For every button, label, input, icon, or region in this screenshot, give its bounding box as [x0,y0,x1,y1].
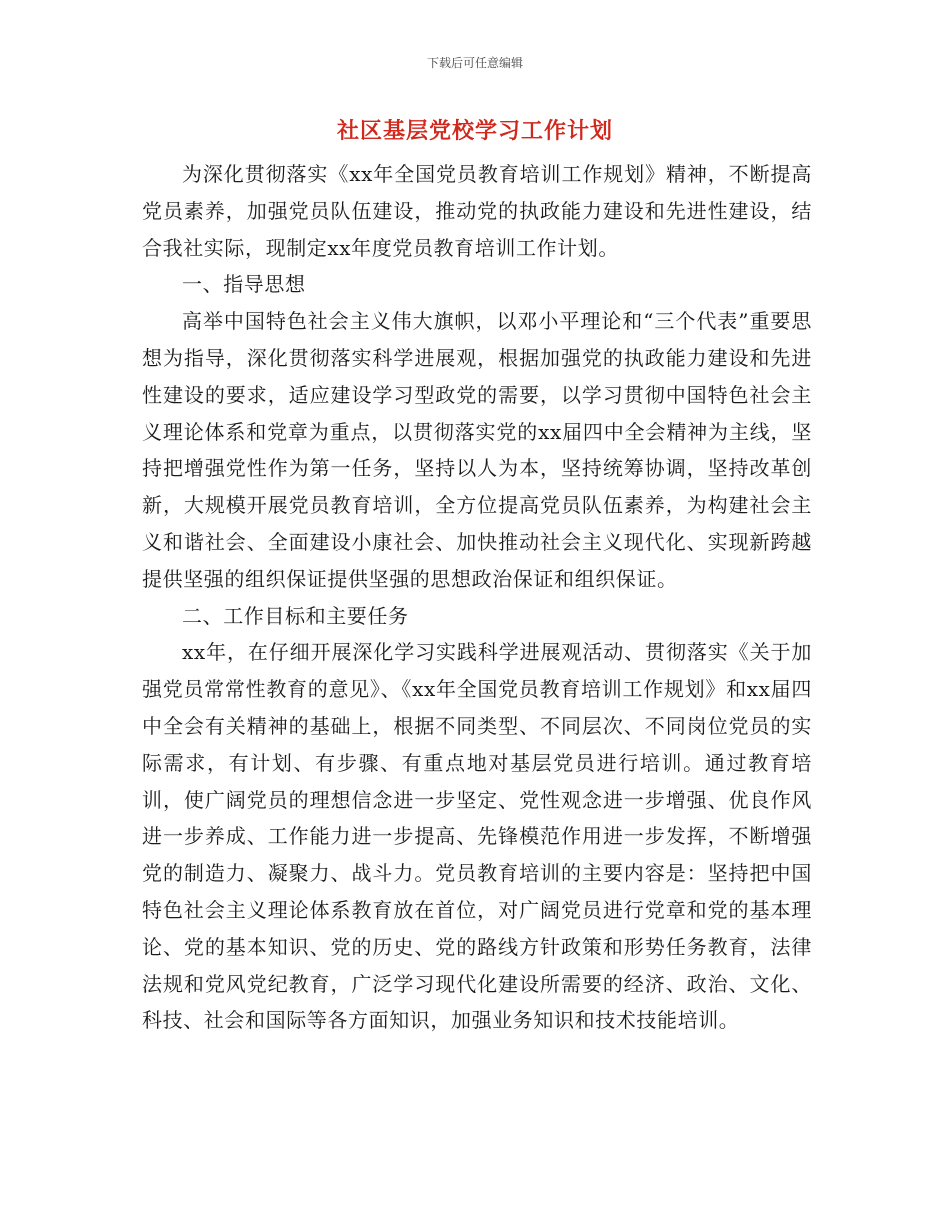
goals-tasks-paragraph: xx年，在仔细开展深化学习实践科学进展观活动、贯彻落实《关于加强党员常常性教育的意见》、《xx年全国党员教育培训工作规划》和xx届四中全会有关精神的基础上，根据不同类型、不同层次、不同岗位党员的实际需求，有计划、有步骤、有重点地对基层党员进行培训。通过教育培训，使广阔党员的理想信念进一步坚定、党性观念进一步增强、优良作风进一步养成、工作能力进一步提高、先锋模范作用进一步发挥，不断增强党的制造力、凝聚力、战斗力。党员教育培训的主要内容是：坚持把中国特色社会主义理论体系教育放在首位，对广阔党员进行党章和党的基本理论、党的基本知识、党的历史、党的路线方针政策和形势任务教育，法律法规和党风党纪教育，广泛学习现代化建设所需要的经济、政治、文化、科技、社会和国际等各方面知识，加强业务知识和技术技能培训。 [142,640,812,1033]
intro-paragraph: 为深化贯彻落实《xx年全国党员教育培训工作规划》精神，不断提高党员素养，加强党员队伍建设，推动党的执政能力建设和先进性建设，结合我社实际，现制定xx年度党员教育培训工作计划。 [142,162,812,260]
document-title: 社区基层党校学习工作计划 [336,118,613,144]
header-note: 下载后可任意编辑 [426,56,523,70]
section-heading-goals-tasks: 二、工作目标和主要任务 [182,603,409,628]
document-body [142,156,812,1039]
guiding-thought-paragraph: 高举中国特色社会主义伟大旗帜，以邓小平理论和“三个代表”重要思想为指导，深化贯彻落实科学进展观，根据加强党的执政能力建设和先进性建设的要求，适应建设学习型政党的需要，以学习贯彻中国特色社会主义理论体系和党章为重点，以贯彻落实党的xx届四中全会精神为主线，坚持把增强党性作为第一任务，坚持以人为本，坚持统筹协调，坚持改革创新，大规模开展党员教育培训，全方位提高党员队伍素养，为构建社会主义和谐社会、全面建设小康社会、加快推动社会主义现代化、实现新跨越提供坚强的组织保证提供坚强的思想政治保证和组织保证。 [142,309,812,591]
section-heading-guiding-thought: 一、指导思想 [182,272,306,297]
